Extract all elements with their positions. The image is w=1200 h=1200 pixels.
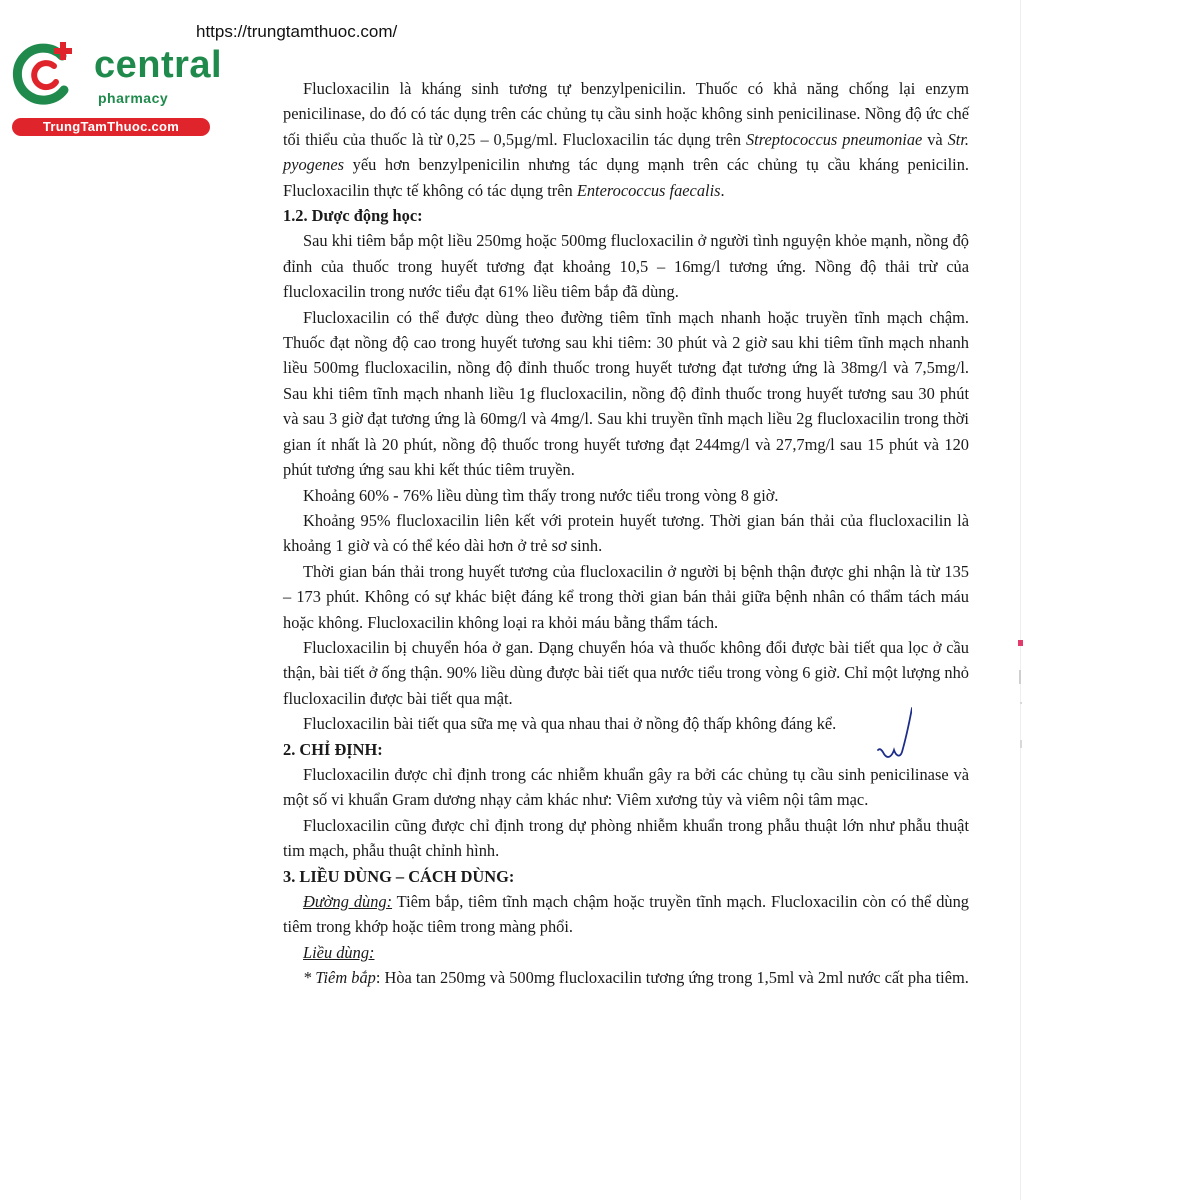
pk-paragraph-3: Khoảng 60% - 76% liều dùng tìm thấy trong nước tiểu trong vòng 8 giờ. [303, 485, 779, 505]
document-body [283, 76, 969, 991]
pk-paragraph-4: Khoảng 95% flucloxacilin liên kết với protein huyết tương. Thời gian bán thải của flucloxacilin là khoảng 1 giờ và có thể kéo dài hơn ở trẻ sơ sinh. [283, 510, 969, 556]
indication-paragraph-1: Flucloxacilin được chỉ định trong các nhiễm khuẩn gây ra bởi các chủng tụ cầu sinh penicilinase và một số vi khuẩn Gram dương nhạy cảm khác như: Viêm xương tủy và viêm nội tâm mạc. [283, 764, 969, 810]
intro-paragraph: Flucloxacilin là kháng sinh tương tự benzylpenicilin. Thuốc có khả năng chống lại enzym penicilinase, do đó có tác dụng trên các chủng tụ cầu sinh hoặc không sinh penicilinase. Nồng độ ức chế tối thiểu của thuốc là từ 0,25 – 0,5µg/ml. Flucloxacilin tác dụng trên Streptococcus pneumoniae và Str. pyogenes yếu hơn benzylpenicilin nhưng tác dụng mạnh trên các chủng tụ cầu kháng penicilin. Flucloxacilin thực tế không có tác dụng trên Enterococcus faecalis. [283, 79, 969, 200]
pk-paragraph-2: Flucloxacilin có thể được dùng theo đường tiêm tĩnh mạch nhanh hoặc truyền tĩnh mạch chậm. Thuốc đạt nồng độ cao trong huyết tương sau khi tiêm: 30 phút và 2 giờ sau khi tiêm tĩnh mạch nhanh liều 500mg flucloxacilin, nồng độ đỉnh thuốc trong huyết tương đạt tương ứng là 38mg/l và 7,5mg/l. Sau khi tiêm tĩnh mạch nhanh liều 1g flucloxacilin, nồng độ đỉnh thuốc trong huyết tương sau 30 phút và sau 3 giờ đạt tương ứng là 60mg/l và 4mg/l. Sau khi truyền tĩnh mạch liều 2g flucloxacilin trong thời gian ít nhất là 20 phút, nồng độ thuốc trong huyết tương đạt 244mg/l và 27,7mg/l sau 15 phút và 120 phút tương ứng sau khi kết thúc tiêm truyền. [283, 307, 969, 480]
pk-paragraph-1: Sau khi tiêm bắp một liều 250mg hoặc 500mg flucloxacilin ở người tình nguyện khỏe mạnh, nồng độ đỉnh của thuốc trong huyết tương đạt khoảng 10,5 – 16mg/l tương ứng. Nồng độ thải trừ của flucloxacilin trong nước tiểu đạt 61% liều tiêm bắp đã dùng. [283, 231, 969, 302]
page-edge-marks [1016, 630, 1026, 770]
central-pharmacy-logo-icon [10, 38, 82, 110]
pk-paragraph-7: Flucloxacilin bài tiết qua sữa mẹ và qua nhau thai ở nồng độ thấp không đáng kể. [303, 714, 837, 734]
heading-dosage: 3. LIỀU DÙNG – CÁCH DÙNG: [283, 866, 515, 886]
route-paragraph: Đường dùng: Tiêm bắp, tiêm tĩnh mạch chậm hoặc truyền tĩnh mạch. Flucloxacilin còn có thể dùng tiêm trong khớp hoặc tiêm trong màng phổi. [283, 892, 969, 937]
pk-paragraph-6: Flucloxacilin bị chuyển hóa ở gan. Dạng chuyển hóa và thuốc không đổi được bài tiết qua lọc ở cầu thận, bài tiết ở ống thận. 90% liều dùng được bài tiết qua nước tiểu trong vòng 6 giờ. Chỉ một lượng nhỏ flucloxacilin được bài tiết qua mật. [283, 637, 969, 708]
im-label: * Tiêm bắp [303, 968, 376, 988]
page-crease [1020, 0, 1021, 1200]
route-label: Đường dùng: [303, 892, 393, 911]
brand-site-label: TrungTamThuoc.com [12, 118, 210, 136]
heading-pharmacokinetics: 1.2. Dược động học: [283, 206, 423, 226]
brand-subtitle: pharmacy [98, 90, 169, 106]
heading-indications: 2. CHỈ ĐỊNH: [283, 739, 383, 759]
source-url: https://trungtamthuoc.com/ [196, 22, 398, 41]
brand-logo [10, 38, 223, 138]
signature-mark-icon [876, 706, 912, 762]
im-paragraph: * Tiêm bắp: Hòa tan 250mg và 500mg flucloxacilin tương ứng trong 1,5ml và 2ml nước cất pha tiêm. [303, 968, 969, 988]
dose-label-line [283, 940, 969, 965]
brand-name: central [94, 44, 223, 86]
indication-paragraph-2: Flucloxacilin cũng được chỉ định trong dự phòng nhiễm khuẩn trong phẫu thuật lớn như phẫu thuật tim mạch, phẫu thuật chỉnh hình. [283, 815, 969, 861]
pk-paragraph-5: Thời gian bán thải trong huyết tương của flucloxacilin ở người bị bệnh thận được ghi nhận là từ 135 – 173 phút. Không có sự khác biệt đáng kể trong thời gian bán thải giữa bệnh nhân có thẩm tách máu hoặc không. Flucloxacilin không loại ra khỏi máu bằng thẩm tách. [283, 561, 969, 632]
dose-label: Liều dùng: [303, 942, 375, 962]
